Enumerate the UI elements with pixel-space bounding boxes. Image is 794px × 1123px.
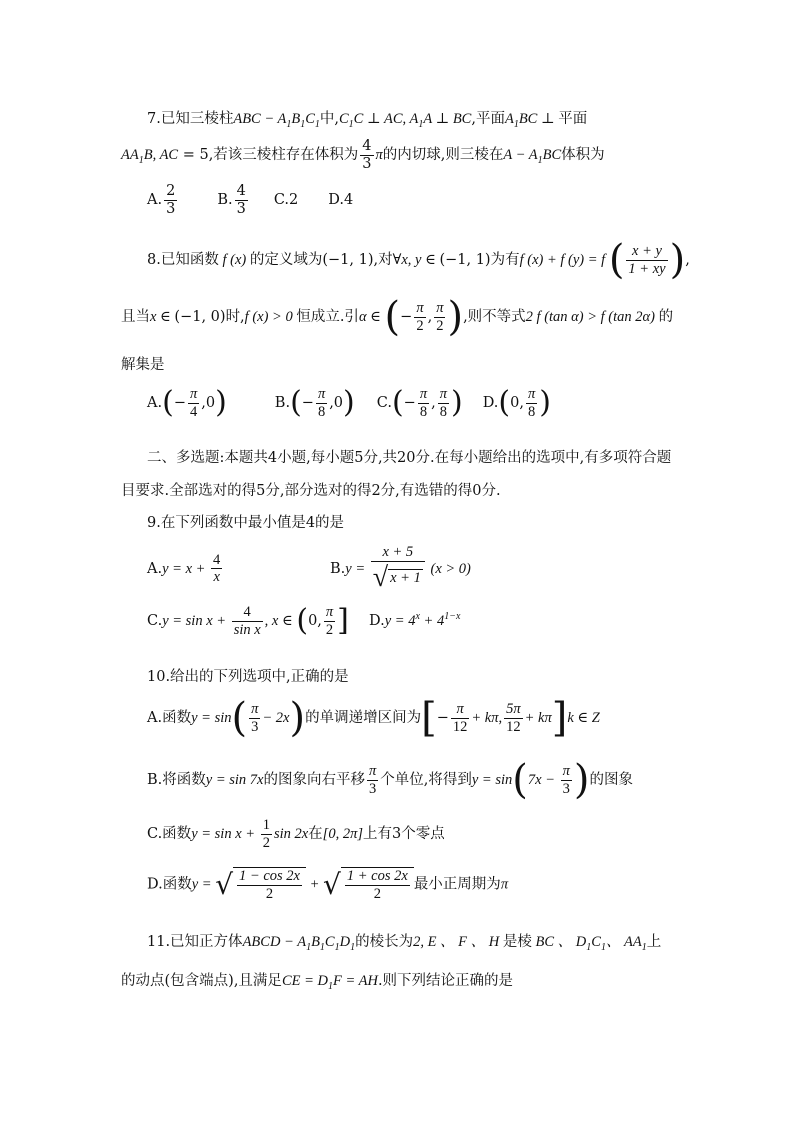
q8-text-3: 为有: [490, 252, 520, 268]
q7-plane-2: $AA_1B$, AC: [121, 147, 179, 167]
q7-plane-1: $A_1BC$: [504, 111, 538, 130]
q7-text-6: 体积为: [561, 147, 605, 164]
q7-text-4: ,若该三棱柱存在体积为: [208, 147, 359, 164]
q8-option-b[interactable]: B.(− $\frac{\pi}{8}$ ,0): [274, 385, 355, 421]
q7-text-5: 的内切球,则三棱在: [382, 147, 504, 164]
section2-line2: [121, 479, 501, 500]
q7-intro: 7.已知三棱柱: [147, 111, 234, 127]
q7-options: [147, 183, 391, 217]
q8-inequality: 2 f (tan α) > f (tan 2α): [525, 309, 659, 325]
q10-title: [147, 665, 349, 686]
q11-text-5: .则下列结论正确的是: [377, 973, 514, 989]
q10-c-text-1: C.函数: [147, 826, 192, 843]
q8-functional-eq: f (x) + f (y) = f: [519, 252, 609, 268]
q7-option-c[interactable]: C.2: [273, 192, 299, 209]
q8-option-c[interactable]: C.(− $\frac{\pi}{8}$ , $\frac{\pi}{8}$ ): [376, 385, 463, 421]
q8-text-2: ,对: [373, 252, 393, 268]
q11-line1: 11.已知正方体ABCD − $A_1B_1C_1D_1$的棱长为2, E 、 F 、 H 是棱 BC 、 $D_1C_1$、 $AA_1$上: [147, 934, 662, 953]
q8-forall: ∀x, y ∈: [392, 252, 440, 268]
q11-text-4: 的动点(包含端点),且满足: [121, 973, 282, 989]
q7-option-a[interactable]: A. $\frac{2}{3}$: [147, 183, 176, 217]
q10-option-d[interactable]: D.函数y = √ $\frac{1 - \cos 2x}{2}$ + √ $\frac{1 + \cos 2x}{2}$ 最小正周期为π: [147, 868, 509, 902]
q10-b-text-1: B.将函数: [147, 772, 206, 788]
q8-positive: f (x) > 0: [244, 309, 297, 325]
q8-line1: 8.已知函数 f (x) 的定义域为(−1, 1),对∀x, y ∈ (−1, 1)为有f (x) + f (y) = f ( $\frac{x + y}{1 + xy}$ ),: [147, 237, 690, 283]
q8-text-7: ,则不等式: [463, 309, 526, 325]
q10-c-text-2: 在: [308, 826, 323, 843]
q9-title-text: 9.在下列函数中最小值是4的是: [147, 515, 345, 531]
q10-a-text-2: 的单调递增区间为: [305, 710, 422, 726]
q8-text-4: 且当: [121, 309, 150, 325]
q10-a-text-1: A.函数: [147, 710, 192, 726]
q8-intro: 8.已知函数: [147, 252, 219, 268]
q7-option-b[interactable]: B. $\frac{4}{3}$: [217, 183, 246, 217]
q8-option-d[interactable]: D.(0, $\frac{\pi}{8}$ ): [482, 385, 551, 421]
q11-text-3: 上: [646, 934, 662, 950]
q9-option-d[interactable]: $D.y = 4^x + 4^{1-x}$: [369, 611, 461, 630]
q11-cube: ABCD − $A_1B_1C_1D_1$: [242, 934, 356, 953]
q8-option-a[interactable]: A.(− $\frac{\pi}{4}$ ,0): [147, 385, 227, 421]
q9-option-b[interactable]: B.y = $\frac{x + 5}{√ x + 1}$ (x > 0): [330, 544, 471, 593]
q10-b-text-2: 的图象向右平移: [263, 772, 365, 788]
q7-text-2: ,平面: [471, 111, 505, 127]
q10-d-text-1: D.函数: [147, 876, 192, 893]
q10-c-text-3: 上有3个零点: [362, 826, 445, 843]
q11-text-2: 是棱: [502, 934, 532, 950]
q10-title-text: 10.给出的下列选项中,正确的是: [147, 669, 349, 685]
q9-title: [147, 511, 344, 532]
q7-line2: $AA_1B$, AC = 5,若该三棱柱存在体积为 $\frac{4}{3}$ π的内切球,则三棱在$A - A_1BC$体积为: [121, 138, 605, 172]
q10-b-text-3: 个单位,将得到: [380, 772, 472, 788]
q8-alpha: α ∈: [358, 309, 385, 325]
q8-xrange: x ∈: [150, 309, 175, 325]
q9-row1: [147, 544, 471, 594]
q7-prism-expr: ABC − $A_1B_1C_1$: [233, 111, 320, 130]
q9-option-c[interactable]: C.y = sin x + $\frac{4}{\text{sin x}}$ , x ∈ (0, $\frac{\pi}{2}$ ]: [147, 603, 349, 639]
q10-b-text-4: 的图象: [589, 772, 633, 788]
section2-text-1: 二、多选题:本题共4小题,每小题5分,共20分.在每小题给出的选项中,有多项符合题: [147, 450, 672, 466]
q7-cond-1: $C_1C$ ⊥ AC, $A_1A$ ⊥ BC: [339, 111, 472, 130]
q8-text-5: 时,: [225, 309, 245, 325]
q11-intro: 11.已知正方体: [147, 934, 243, 950]
q8-text-1: 的定义域为: [249, 252, 323, 268]
q8-text-9: 解集是: [121, 357, 165, 373]
q10-d-text-2: 最小正周期为: [413, 876, 501, 893]
q9-row2: [147, 604, 460, 638]
q11-text-1: 的棱长为: [355, 934, 414, 950]
q7-volume-frac: $\frac{4}{3}$: [362, 138, 372, 172]
q8-frac: $\frac{x + y}{1 + xy}$: [628, 242, 666, 277]
q10-option-c[interactable]: C.函数y = sin x + $\frac{1}{2}$ sin 2x在[0, 2π]上有3个零点: [147, 817, 445, 851]
q10-option-a[interactable]: A.函数y = sin( $\frac{\pi}{3}$ − 2x)的单调递增区间为[− $\frac{\pi}{12}$ + kπ, $\frac{5\pi}{12}$ + kπ]k ∈ Z: [147, 695, 600, 741]
q9-option-a[interactable]: A.y = x + $\frac{4}{x}$: [147, 551, 221, 586]
q7-text-1: 中,: [319, 111, 339, 127]
section2-line1: [147, 446, 671, 467]
q8-line2: 且当x ∈ (−1, 0)时,f (x) > 0 恒成立.引α ∈ (− $\frac{\pi}{2}$ , $\frac{\pi}{2}$ ),则不等式2 f (tan α) > f (tan 2α) 的: [121, 294, 674, 340]
q11-line2: 的动点(包含端点),且满足CE = $D_1F$ = AH.则下列结论正确的是: [121, 973, 514, 992]
q8-domain: (−1, 1): [322, 252, 374, 268]
q8-line3: [121, 353, 165, 374]
q8-text-8: 的: [658, 309, 674, 325]
q7-line1: 7.已知三棱柱ABC − $A_1B_1C_1$中$,C_1C$ ⊥ AC, $A_1A$ ⊥ BC,平面$A_1BC$ ⊥ 平面: [147, 111, 588, 130]
q8-text-6: 恒成立.引: [296, 309, 359, 325]
q8-options: [147, 386, 589, 420]
q7-option-d[interactable]: D.4: [328, 192, 354, 209]
section2-text-2: 目要求.全部选对的得5分,部分选对的得2分,有选错的得0分.: [121, 483, 501, 499]
q7-text-3: 平面: [558, 111, 588, 127]
q8-fx: f (x): [218, 252, 250, 268]
q7-pyramid: $A - A_1BC$: [503, 147, 562, 167]
q10-option-b[interactable]: B.将函数y = sin 7x的图象向右平移 $\frac{\pi}{3}$ 个单位,将得到y = sin(7x − $\frac{\pi}{3}$ )的图象: [147, 757, 633, 803]
